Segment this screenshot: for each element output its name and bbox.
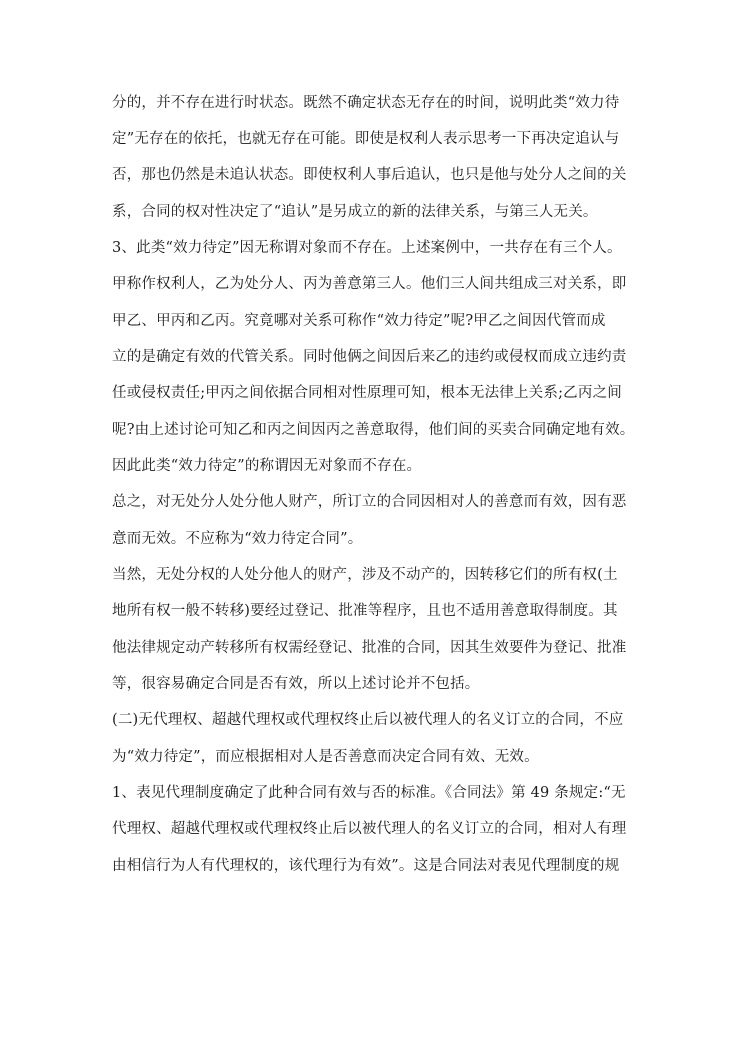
text-line: 甲乙、甲丙和乙丙。究竟哪对关系可称作“效力待定”呢?甲乙之间因代管而成 (112, 313, 606, 329)
text-line: 地所有权一般不转移)要经过登记、批准等程序，且也不适用善意取得制度。其 (112, 603, 618, 619)
text-line: 他法律规定动产转移所有权需经登记、批准的合同，因其生效要件为登记、批准 (112, 640, 627, 656)
text-line: 系，合同的权对性决定了“追认”是另成立的新的法律关系，与第三人无关。 (112, 204, 598, 220)
text-line: 呢?由上述讨论可知乙和丙之间因丙之善意取得，他们间的买卖合同确定地有效。 (112, 422, 635, 438)
text-line: 由相信行为人有代理权的，该代理行为有效”。这是合同法对表见代理制度的规 (112, 858, 620, 874)
text-line: 甲称作权利人，乙为处分人、丙为善意第三人。他们三人间共组成三对关系，即 (112, 276, 627, 292)
text-line: 为“效力待定”，而应根据相对人是否善意而决定合同有效、无效。 (112, 749, 539, 765)
text-line: 任或侵权责任;甲丙之间依据合同相对性原理可知，根本无法律上关系;乙丙之间 (112, 385, 622, 401)
text-line: 分的，并不存在进行时状态。既然不确定状态无存在的时间，说明此类“效力待 (112, 95, 620, 111)
text-line: 立的是确定有效的代管关系。同时他俩之间因后来乙的违约或侵权而成立违约责 (112, 349, 627, 365)
text-line: (二)无代理权、超越代理权或代理权终止后以被代理人的名义订立的合同，不应 (112, 712, 624, 728)
text-line: 当然，无处分权的人处分他人的财产，涉及不动产的，因转移它们的所有权(土 (112, 567, 618, 583)
text-line: 等，很容易确定合同是否有效，所以上述讨论并不包括。 (112, 676, 480, 692)
text-line: 代理权、超越代理权或代理权终止后以被代理人的名义订立的合同，相对人有理 (112, 821, 627, 837)
text-line: 总之，对无处分人处分他人财产，所订立的合同因相对人的善意而有效，因有恶 (112, 494, 627, 510)
text-line: 意而无效。不应称为“效力待定合同”。 (112, 531, 363, 547)
text-line: 定”无存在的依托，也就无存在可能。即使是权利人表示思考一下再决定追认与 (112, 131, 620, 147)
text-line: 3、此类“效力待定”因无称谓对象而不存在。上述案例中，一共存在有三个人。 (112, 240, 622, 256)
text-line: 否，那也仍然是未追认状态。即使权利人事后追认，也只是他与处分人之间的关 (112, 167, 627, 183)
text-line: 因此此类“效力待定”的称谓因无对象而不存在。 (112, 458, 422, 474)
text-line: 1、表见代理制度确定了此种合同有效与否的标准。《合同法》第 49 条规定:“无 (112, 785, 626, 801)
